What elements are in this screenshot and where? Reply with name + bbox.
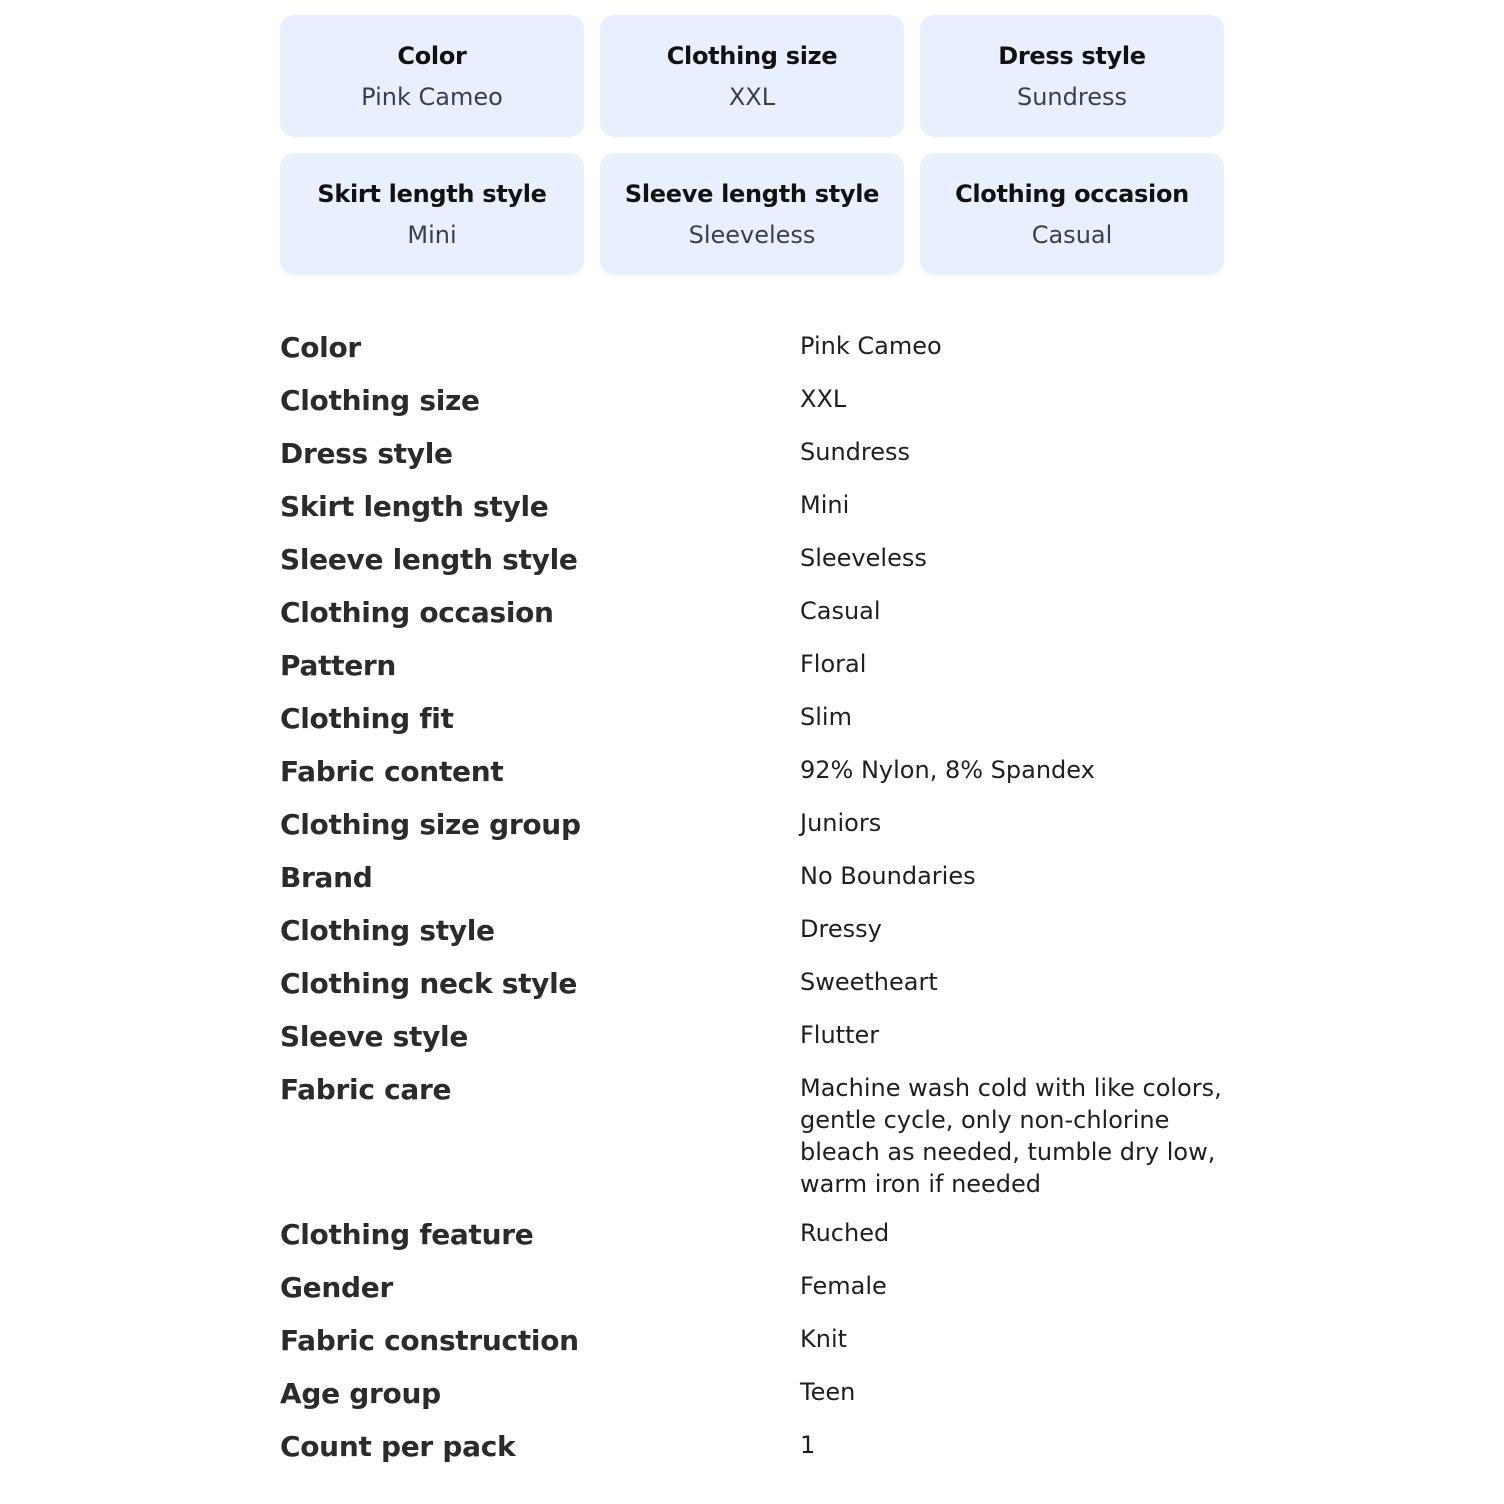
spec-value: Pink Cameo bbox=[800, 332, 942, 360]
spec-row-fabric-care bbox=[280, 1067, 1224, 1212]
spec-key: Pattern bbox=[280, 649, 397, 682]
spec-value: Teen bbox=[800, 1378, 856, 1406]
spec-row-pattern bbox=[280, 643, 1224, 696]
spec-value: Floral bbox=[800, 650, 867, 678]
spec-row-clothing-size bbox=[280, 378, 1224, 431]
spec-value: Sweetheart bbox=[800, 968, 938, 996]
highlight-value: Mini bbox=[407, 220, 457, 249]
product-specifications bbox=[280, 15, 1224, 1477]
spec-key: Clothing size bbox=[280, 384, 480, 417]
spec-row-clothing-feature bbox=[280, 1212, 1224, 1265]
spec-key: Sleeve length style bbox=[280, 543, 578, 576]
spec-row-clothing-occasion bbox=[280, 590, 1224, 643]
spec-row-brand bbox=[280, 855, 1224, 908]
highlight-value: Sundress bbox=[1016, 82, 1127, 111]
spec-key: Gender bbox=[280, 1271, 393, 1304]
highlight-card-clothing-size bbox=[600, 15, 904, 137]
spec-key: Clothing neck style bbox=[280, 967, 578, 1000]
spec-key: Clothing fit bbox=[280, 702, 454, 735]
spec-row-fabric-content bbox=[280, 749, 1224, 802]
spec-value: Sleeveless bbox=[800, 544, 927, 572]
spec-value: Mini bbox=[800, 491, 850, 519]
highlight-label: Clothing occasion bbox=[955, 179, 1189, 208]
spec-value: No Boundaries bbox=[800, 862, 976, 890]
highlight-card-dress-style bbox=[920, 15, 1224, 137]
highlight-label: Sleeve length style bbox=[624, 179, 880, 208]
highlight-label: Skirt length style bbox=[317, 179, 547, 208]
spec-row-count-per-pack bbox=[280, 1424, 1224, 1477]
highlight-label: Color bbox=[397, 41, 467, 70]
spec-value: Casual bbox=[800, 597, 881, 625]
spec-row-dress-style bbox=[280, 431, 1224, 484]
spec-row-sleeve-style bbox=[280, 1014, 1224, 1067]
spec-value: Machine wash cold with like colors, gentle cycle, only non-chlorine bleach as needed, tumble dry low, warm iron if needed bbox=[800, 1074, 1222, 1198]
spec-key: Fabric care bbox=[280, 1073, 452, 1106]
highlight-label: Clothing size bbox=[666, 41, 838, 70]
spec-value: Ruched bbox=[800, 1219, 890, 1247]
spec-row-gender bbox=[280, 1265, 1224, 1318]
highlight-label: Dress style bbox=[998, 41, 1146, 70]
spec-value: Knit bbox=[800, 1325, 848, 1353]
spec-row-fabric-construction bbox=[280, 1318, 1224, 1371]
highlight-value: Pink Cameo bbox=[361, 82, 503, 111]
highlight-value: Casual bbox=[1031, 220, 1113, 249]
spec-row-clothing-neck-style bbox=[280, 961, 1224, 1014]
highlight-value: Sleeveless bbox=[688, 220, 816, 249]
spec-value: Flutter bbox=[800, 1021, 880, 1049]
spec-key: Skirt length style bbox=[280, 490, 549, 523]
spec-table bbox=[280, 325, 1224, 1477]
spec-key: Color bbox=[280, 331, 361, 364]
spec-row-skirt-length-style bbox=[280, 484, 1224, 537]
highlight-card-color bbox=[280, 15, 584, 137]
spec-key: Age group bbox=[280, 1377, 441, 1410]
spec-key: Brand bbox=[280, 861, 373, 894]
spec-key: Dress style bbox=[280, 437, 453, 470]
spec-value: Female bbox=[800, 1272, 887, 1300]
highlight-card-sleeve-length-style bbox=[600, 153, 904, 275]
highlight-card-clothing-occasion bbox=[920, 153, 1224, 275]
spec-key: Fabric construction bbox=[280, 1324, 579, 1357]
highlight-card-skirt-length-style bbox=[280, 153, 584, 275]
spec-value: Sundress bbox=[800, 438, 911, 466]
highlight-value: XXL bbox=[728, 82, 776, 111]
spec-value: Slim bbox=[800, 703, 852, 731]
spec-row-color bbox=[280, 325, 1224, 378]
spec-value: XXL bbox=[800, 385, 847, 413]
spec-key: Clothing occasion bbox=[280, 596, 554, 629]
spec-value: Juniors bbox=[800, 809, 882, 837]
spec-value: 92% Nylon, 8% Spandex bbox=[800, 756, 1095, 784]
highlight-cards bbox=[280, 15, 1224, 275]
spec-row-clothing-size-group bbox=[280, 802, 1224, 855]
spec-row-sleeve-length-style bbox=[280, 537, 1224, 590]
spec-key: Clothing style bbox=[280, 914, 495, 947]
spec-value: Dressy bbox=[800, 915, 882, 943]
spec-key: Clothing size group bbox=[280, 808, 581, 841]
spec-row-age-group bbox=[280, 1371, 1224, 1424]
spec-key: Fabric content bbox=[280, 755, 504, 788]
spec-key: Sleeve style bbox=[280, 1020, 469, 1053]
spec-key: Clothing feature bbox=[280, 1218, 534, 1251]
spec-key: Count per pack bbox=[280, 1430, 516, 1463]
spec-row-clothing-fit bbox=[280, 696, 1224, 749]
spec-row-clothing-style bbox=[280, 908, 1224, 961]
spec-value: 1 bbox=[800, 1431, 816, 1459]
